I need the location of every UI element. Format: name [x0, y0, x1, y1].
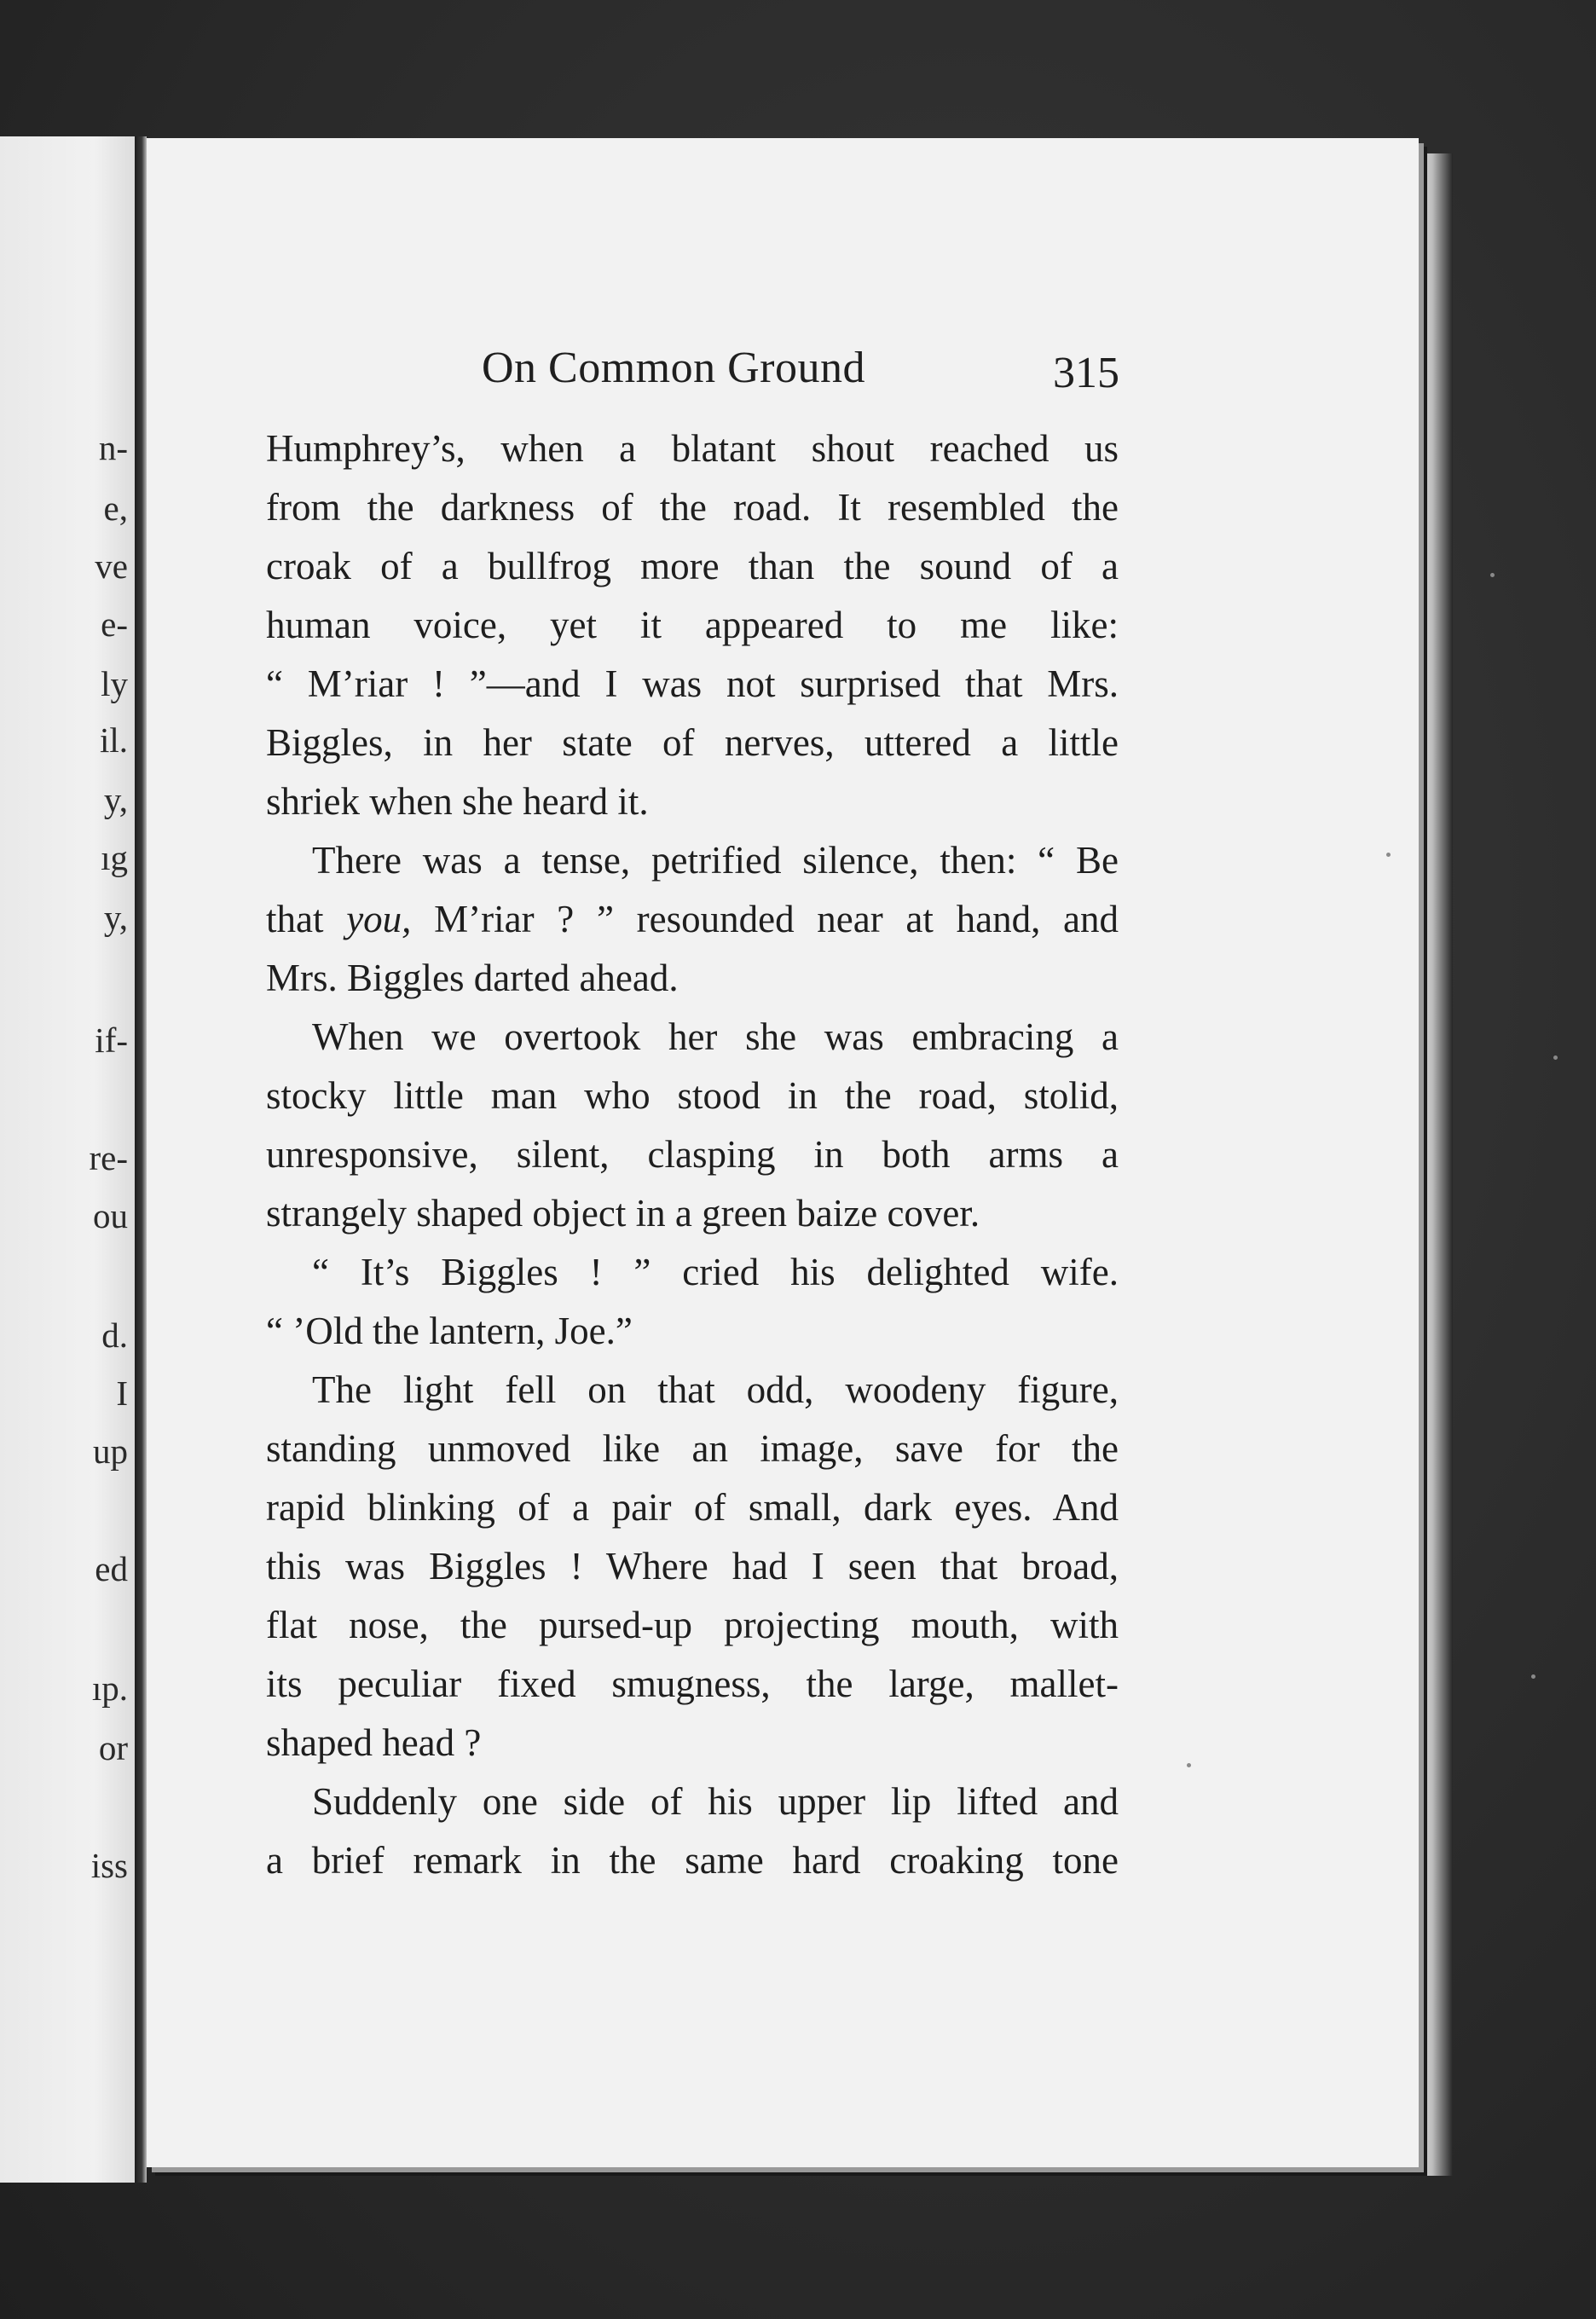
dust-speck: [1386, 853, 1391, 857]
left-fragment: ıg: [101, 838, 128, 877]
text-line: Mrs. Biggles darted ahead.: [266, 957, 679, 999]
left-fragment: e,: [103, 489, 128, 528]
left-fragment: e-: [101, 604, 128, 644]
text-line: a brief remark in the same hard croaking tone: [266, 1839, 1119, 1882]
italic-word: you,: [346, 898, 412, 940]
left-fragment: re-: [89, 1138, 128, 1177]
text-line: Biggles, in her state of nerves, uttered a little: [266, 721, 1119, 764]
text-fragment: M’riar ? ” resounded near at hand, and: [411, 898, 1119, 940]
page-number: 315: [1053, 349, 1119, 397]
dust-speck: [1531, 1674, 1535, 1679]
left-fragment: or: [98, 1728, 128, 1767]
left-fragment: y,: [103, 898, 128, 937]
book-gutter: [135, 136, 147, 2183]
text-fragment: that: [266, 898, 347, 940]
left-fragment: if-: [95, 1021, 128, 1060]
text-line: flat nose, the pursed-up projecting mouth, with: [266, 1604, 1119, 1646]
text-line: There was a tense, petrified silence, then: “ Be: [312, 839, 1119, 882]
text-line: The light fell on that odd, woodeny figure,: [312, 1368, 1119, 1411]
left-fragment: il.: [99, 720, 128, 760]
left-fragment: ve: [95, 546, 128, 586]
running-title: On Common Ground: [482, 344, 865, 392]
book-page: [147, 138, 1419, 2167]
text-line: “ ’Old the lantern, Joe.”: [266, 1310, 633, 1352]
dust-speck: [1490, 573, 1495, 577]
text-line: [266, 890, 1119, 949]
page-header: [147, 343, 1419, 402]
text-line: strangely shaped object in a green baize cover.: [266, 1192, 980, 1235]
left-fragment: iss: [90, 1846, 128, 1885]
page-body: [266, 419, 1119, 1890]
text-line: from the darkness of the road. It resembled the: [266, 486, 1119, 529]
text-line: When we overtook her she was embracing a: [312, 1015, 1119, 1058]
left-fragment: d.: [101, 1316, 128, 1355]
text-line: Humphrey’s, when a blatant shout reached us: [266, 427, 1119, 470]
left-fragment: n-: [98, 428, 128, 467]
dust-speck: [1187, 1763, 1191, 1767]
page-stack-edge: [1419, 153, 1453, 2176]
text-line: human voice, yet it appeared to me like:: [266, 604, 1119, 646]
left-fragment: ed: [95, 1549, 128, 1588]
text-line: shaped head ?: [266, 1721, 482, 1764]
left-fragment: up: [93, 1431, 128, 1471]
text-line: stocky little man who stood in the road, stolid,: [266, 1074, 1119, 1117]
text-line: croak of a bullfrog more than the sound of a: [266, 545, 1119, 587]
left-fragment: ıp.: [91, 1668, 128, 1708]
left-fragment: I: [116, 1373, 128, 1413]
text-line: shriek when she heard it.: [266, 780, 649, 823]
text-line: “ M’riar ! ”—and I was not surprised that Mrs.: [266, 662, 1119, 705]
text-line: its peculiar fixed smugness, the large, mallet-: [266, 1663, 1119, 1705]
left-fragment: ly: [101, 664, 128, 703]
previous-page-edge: [0, 136, 135, 2183]
text-line: unresponsive, silent, clasping in both arms a: [266, 1133, 1119, 1176]
text-line: this was Biggles ! Where had I seen that broad,: [266, 1545, 1119, 1587]
text-line: rapid blinking of a pair of small, dark eyes. And: [266, 1486, 1119, 1529]
left-fragment: y,: [103, 780, 128, 819]
dust-speck: [1553, 1055, 1558, 1060]
left-fragment: ou: [93, 1196, 128, 1235]
text-line: Suddenly one side of his upper lip lifted and: [312, 1780, 1119, 1823]
text-line: standing unmoved like an image, save for the: [266, 1427, 1119, 1470]
text-line: “ It’s Biggles ! ” cried his delighted wife.: [312, 1251, 1119, 1293]
